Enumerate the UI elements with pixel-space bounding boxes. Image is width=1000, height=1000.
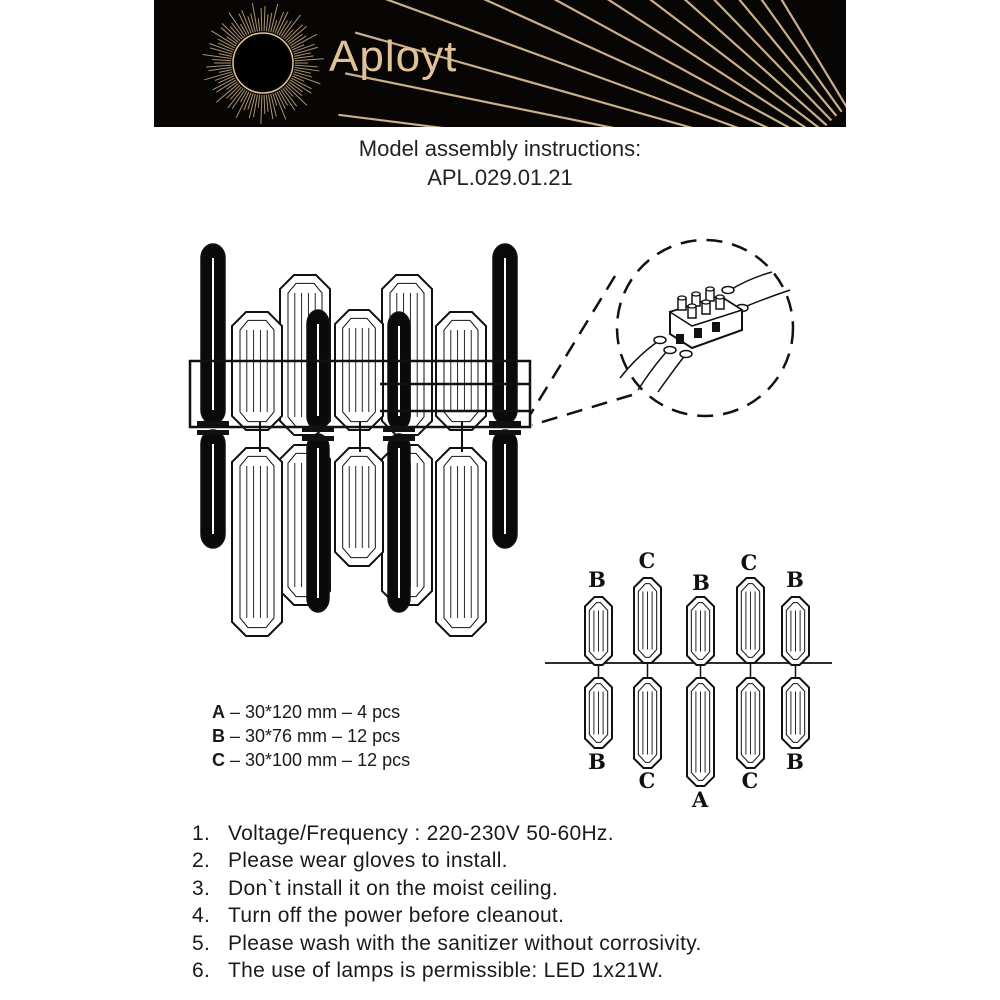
instruction-item (192, 847, 702, 874)
screw-head (702, 300, 710, 304)
screw-head (678, 296, 686, 300)
screw-head (706, 287, 714, 291)
terminal-hole (712, 322, 720, 332)
wire (742, 290, 790, 308)
instruction-number: 5. (192, 931, 211, 955)
crystal-top (782, 597, 809, 665)
brand-name: Aployt (329, 32, 458, 81)
part-row-a (212, 700, 410, 724)
part-key: A (212, 702, 225, 722)
crystal-top (585, 597, 612, 665)
wire-end (664, 347, 676, 354)
crystal-lower (335, 448, 383, 566)
part-row-b (212, 724, 410, 748)
top-label-2: C (638, 548, 656, 573)
instruction-number: 4. (192, 904, 211, 928)
decorative-rays (154, 0, 846, 127)
crystal-upper (232, 312, 282, 430)
part-key: C (212, 750, 225, 770)
bottom-label-2: C (638, 768, 656, 793)
top-label-3: B (692, 570, 710, 595)
terminal-hole (676, 334, 684, 344)
part-key: B (212, 726, 225, 746)
wire (620, 340, 660, 378)
rod-clamp (383, 436, 415, 441)
rod-clamp (302, 436, 334, 441)
crystal-arrangement-diagram (540, 545, 840, 815)
banner-ray (338, 115, 804, 127)
wire (658, 354, 686, 392)
crystal-bottom (634, 678, 661, 768)
bottom-label-3: A (691, 787, 709, 812)
instruction-text: Please wear gloves to install. (228, 849, 508, 873)
instruction-number: 6. (192, 959, 211, 983)
page-title: Model assembly instructions: (358, 136, 642, 161)
callout-leader (532, 395, 632, 425)
crystal-lower (436, 448, 486, 636)
rod-clamp (489, 430, 521, 435)
brand-banner (154, 0, 846, 127)
rod-clamp (489, 421, 521, 426)
wire (730, 272, 772, 290)
crystal-bottom (585, 678, 612, 748)
crystal-top (687, 597, 714, 665)
crystal-bottom (737, 678, 764, 768)
instruction-number: 1. (192, 822, 211, 845)
screw-head (688, 304, 696, 308)
wire-end (654, 337, 666, 344)
instruction-text: Don`t install it on the moist ceiling. (228, 876, 559, 900)
part-spec: – 30*120 mm – 4 pcs (225, 702, 401, 722)
terminal-hole (694, 328, 702, 338)
part-spec: – 30*76 mm – 12 pcs (225, 726, 401, 746)
wire-connector-detail (520, 230, 850, 450)
wire-end (722, 287, 734, 294)
top-label-5: B (786, 567, 804, 592)
bottom-label-1: B (588, 749, 606, 774)
top-label-1: B (588, 567, 606, 592)
crystal-top (737, 578, 764, 663)
screw-head (692, 292, 700, 296)
crystal-bottom (687, 678, 714, 786)
instruction-text: Please wash with the sanitizer without corrosivity. (228, 931, 702, 955)
instruction-item (192, 875, 702, 902)
instruction-number: 2. (192, 849, 211, 873)
crystal-upper (436, 312, 486, 430)
instruction-item (192, 957, 702, 984)
callout-leader (530, 276, 615, 415)
instruction-item (192, 820, 702, 847)
instruction-number: 3. (192, 876, 211, 900)
wire-end (680, 351, 692, 358)
part-row-c (212, 748, 410, 772)
rod-clamp (197, 421, 229, 426)
crystal-top (634, 578, 661, 663)
part-spec: – 30*100 mm – 12 pcs (225, 750, 411, 770)
instruction-text: The use of lamps is permissible: LED 1x21W. (228, 959, 664, 983)
parts-legend (212, 700, 410, 772)
top-label-4: C (740, 550, 758, 575)
screw-head (716, 295, 724, 299)
crystal-lower (232, 448, 282, 636)
model-number: APL.029.01.21 (427, 165, 573, 190)
instruction-text: Turn off the power before cleanout. (228, 904, 565, 928)
crystal-upper (335, 310, 383, 430)
bottom-label-4: C (741, 768, 759, 793)
rod-clamp (197, 430, 229, 435)
bottom-label-5: B (786, 749, 804, 774)
instruction-item (192, 930, 702, 957)
instruction-text: Voltage/Frequency : 220-230V 50-60Hz. (228, 822, 614, 845)
instruction-list (192, 820, 702, 984)
banner-ray (448, 0, 822, 127)
instruction-item (192, 902, 702, 929)
crystal-bottom (782, 678, 809, 748)
